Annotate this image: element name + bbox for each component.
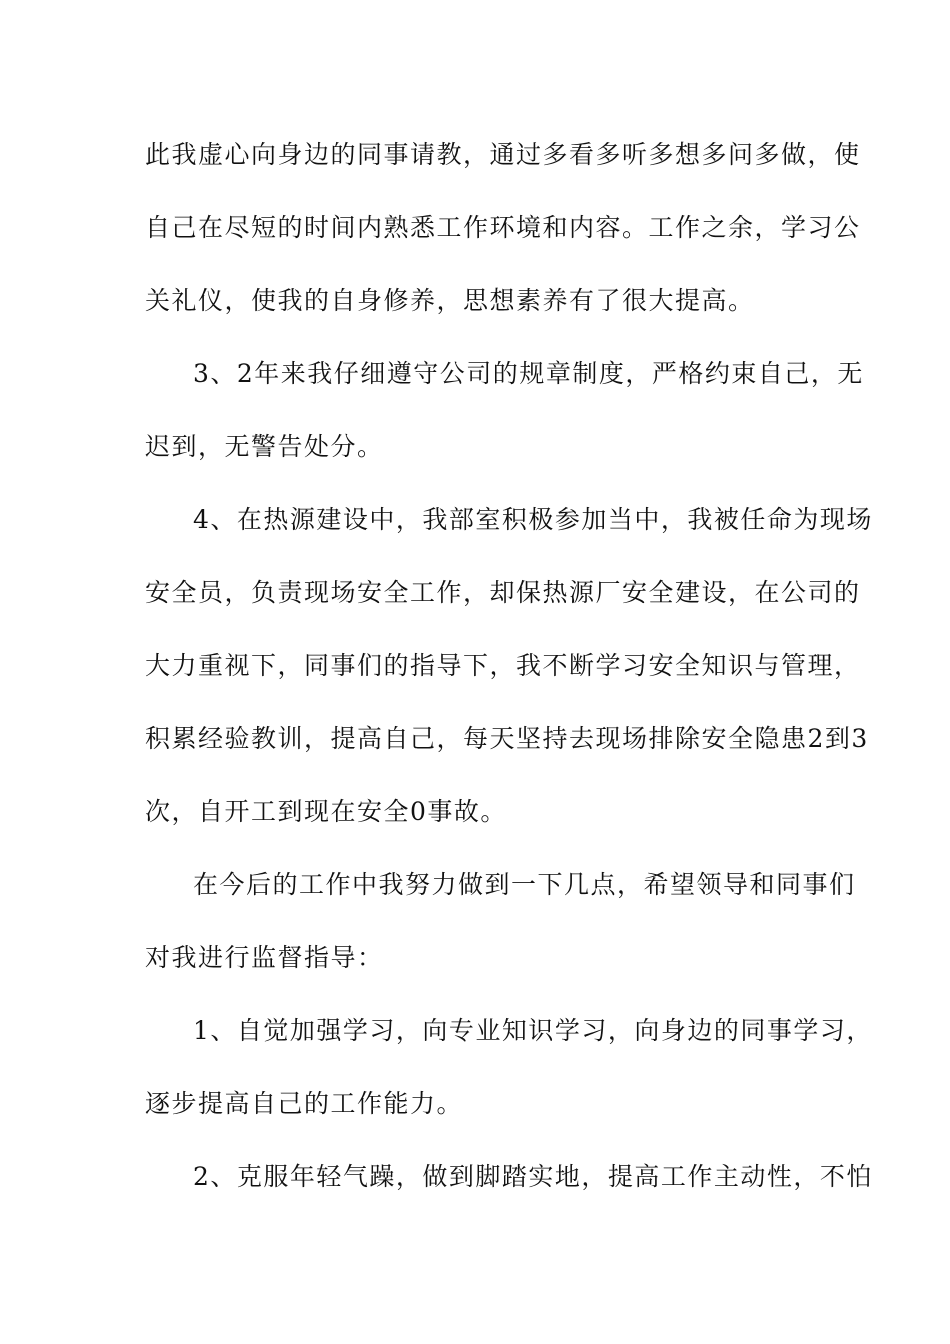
- text-line: 2、克服年轻气躁，做到脚踏实地，提高工作主动性，不怕: [193, 1162, 873, 1191]
- text-line: 4、在热源建设中，我部室积极参加当中，我被任命为现场: [193, 505, 873, 534]
- text-line: 逐步提高自己的工作能力。: [145, 1089, 464, 1118]
- paragraph-goal-1: [145, 1005, 873, 1130]
- text-line: 自己在尽短的时间内熟悉工作环境和内容。工作之余，学习公: [145, 213, 861, 242]
- text-line: 迟到，无警告处分。: [145, 432, 384, 461]
- text-line: 关礼仪，使我的自身修养，思想素养有了很大提高。: [145, 286, 755, 315]
- text-line: 对我进行监督指导：: [145, 943, 384, 972]
- text-line: 在今后的工作中我努力做到一下几点，希望领导和同事们: [193, 870, 856, 899]
- paragraph-goal-2: [145, 1151, 873, 1203]
- text-line: 次，自开工到现在安全0事故。: [145, 797, 507, 826]
- paragraph-continuation: [145, 129, 861, 327]
- text-line: 3、2年来我仔细遵守公司的规章制度，严格约束自己，无: [193, 359, 864, 388]
- text-line: 积累经验教训，提高自己，每天坚持去现场排除安全隐患2到3: [145, 724, 869, 753]
- text-line: 大力重视下，同事们的指导下，我不断学习安全知识与管理，: [145, 651, 861, 680]
- paragraph-item-3: [145, 348, 864, 473]
- text-line: 安全员，负责现场安全工作，却保热源厂安全建设，在公司的: [145, 578, 861, 607]
- paragraph-future-intro: [145, 859, 856, 984]
- text-line: 此我虚心向身边的同事请教，通过多看多听多想多问多做，使: [145, 140, 861, 169]
- body-text: [145, 129, 873, 1203]
- paragraph-item-4: [145, 494, 873, 838]
- text-line: 1、自觉加强学习，向专业知识学习，向身边的同事学习，: [193, 1016, 873, 1045]
